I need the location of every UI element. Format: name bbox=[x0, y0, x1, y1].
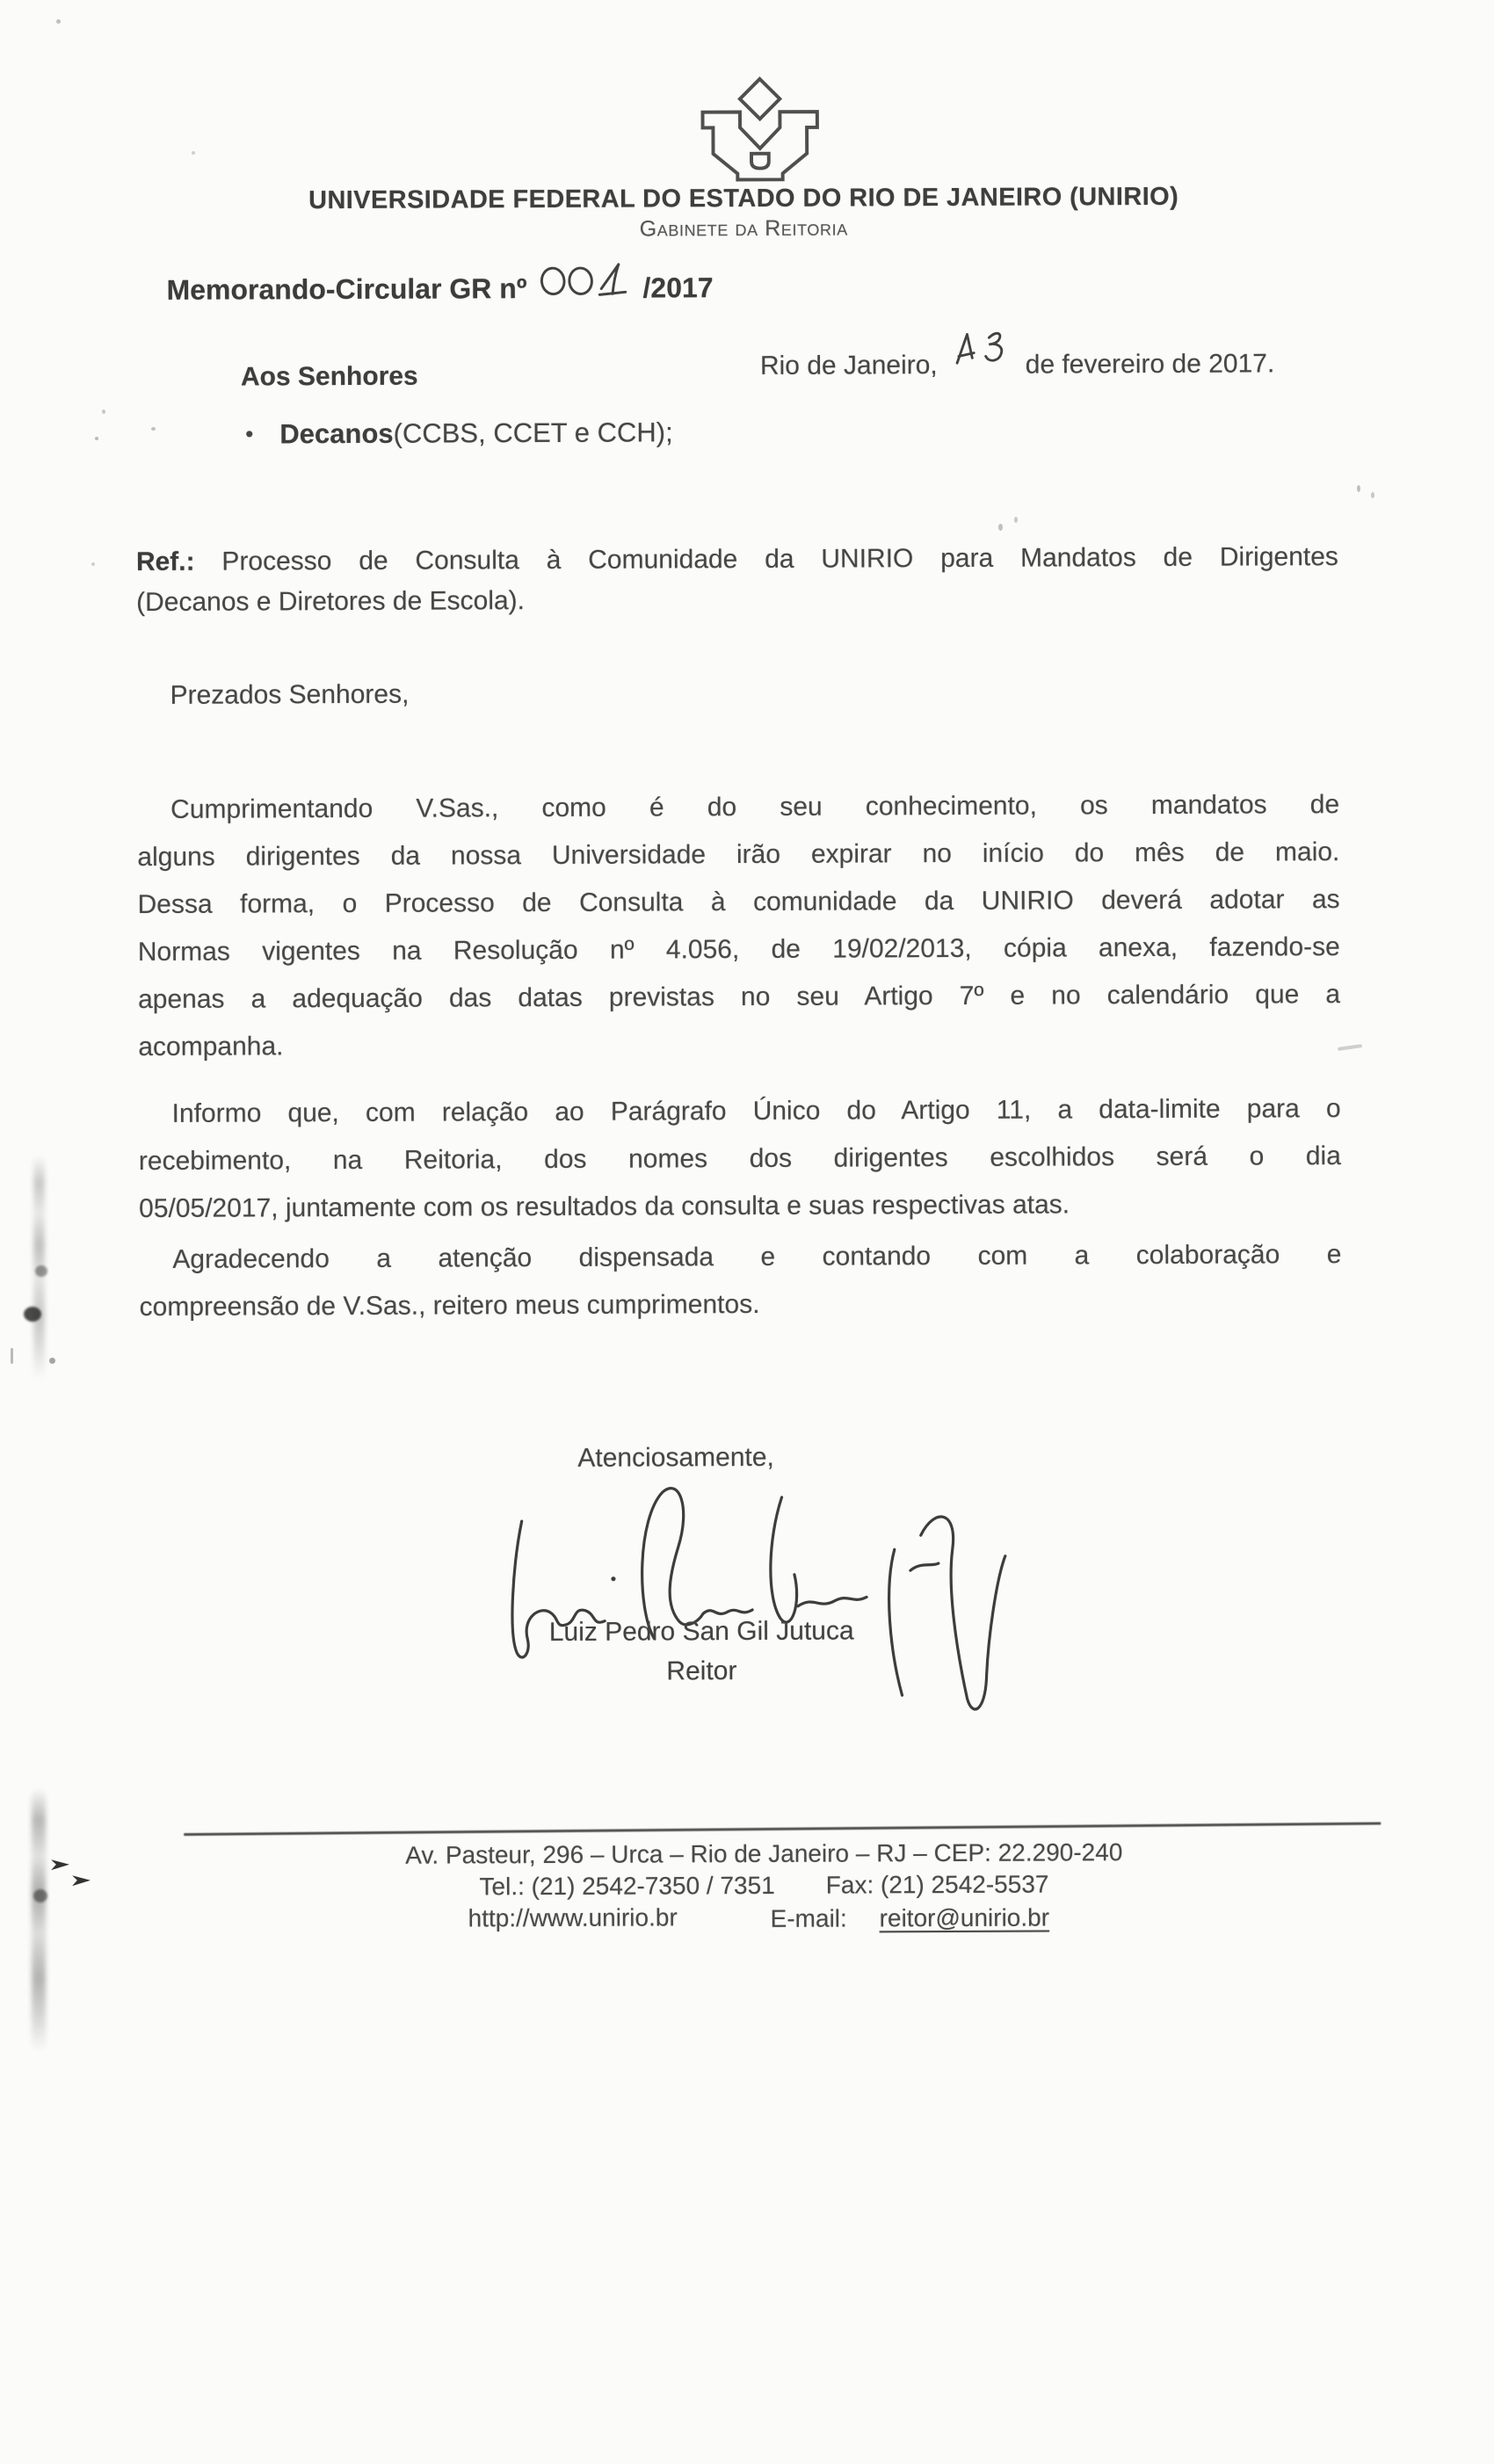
closing-salutation: Atenciosamente, bbox=[577, 1442, 774, 1473]
body-paragraph bbox=[139, 1231, 1341, 1331]
date-prefix: Rio de Janeiro, bbox=[759, 351, 938, 380]
scan-blob-artifact bbox=[33, 1889, 47, 1902]
scan-blob-artifact bbox=[24, 1307, 41, 1322]
recipients-heading: Aos Senhores bbox=[240, 361, 418, 392]
reference-text: Processo de Consulta à Comunidade da UNIRIO para Mandatos de Dirigentes bbox=[194, 542, 1338, 576]
footer-address: Av. Pasteur, 296 – Urca – Rio de Janeiro – RJ – CEP: 22.290-240 bbox=[405, 1838, 1123, 1869]
footer-email: reitor@unirio.br bbox=[879, 1903, 1050, 1932]
scan-streak-artifact bbox=[32, 1788, 46, 2052]
body-line: alguns dirigentes da nossa Universidade irão expirar no início do mês de maio. bbox=[137, 837, 1340, 873]
body-paragraph bbox=[139, 1085, 1342, 1233]
recipient-name: Decanos bbox=[279, 417, 394, 450]
footer-fax: Fax: (21) 2542-5537 bbox=[825, 1870, 1049, 1899]
date-suffix: de fevereiro de 2017. bbox=[1025, 349, 1275, 380]
scan-speck bbox=[1357, 485, 1360, 492]
scan-blob-artifact bbox=[35, 1265, 47, 1277]
scan-speck bbox=[102, 409, 105, 414]
footer-website: http://www.unirio.br bbox=[468, 1903, 678, 1932]
bullet-icon: • bbox=[245, 420, 254, 447]
handwritten-day bbox=[950, 328, 1012, 375]
footer-divider bbox=[184, 1823, 1381, 1837]
body-line: acompanha. bbox=[138, 1032, 284, 1062]
scan-speck bbox=[56, 19, 61, 24]
body-line: 05/05/2017, juntamente com os resultados da consulta e suas respectivas atas. bbox=[139, 1190, 1070, 1224]
scan-speck bbox=[11, 1348, 13, 1364]
body-line: compreensão de V.Sas., reitero meus cumprimentos. bbox=[139, 1289, 760, 1323]
reference-line: (Decanos e Diretores de Escola). bbox=[136, 586, 526, 618]
scan-speck bbox=[91, 562, 95, 566]
body-line: Cumprimentando V.Sas., como é do seu conhecimento, os mandatos de bbox=[170, 790, 1340, 824]
footer-tel: Tel.: (21) 2542-7350 / 7351 bbox=[479, 1871, 775, 1901]
date-line bbox=[760, 326, 1275, 381]
body-line: Agradecendo a atenção dispensada e contando com a colaboração e bbox=[172, 1240, 1342, 1274]
scan-speck bbox=[151, 427, 156, 431]
body-line: Normas vigentes na Resolução nº 4.056, de 19/02/2013, cópia anexa, fazendo-se bbox=[137, 932, 1340, 967]
memo-number-line bbox=[166, 257, 713, 307]
handwritten-memo-number bbox=[539, 257, 634, 307]
signer-block bbox=[490, 1611, 912, 1692]
signer-name: Luiz Pedro San Gil Jutuca bbox=[548, 1616, 854, 1647]
scan-speck bbox=[1014, 517, 1018, 523]
footer-phones bbox=[149, 1869, 1379, 1902]
scan-speck bbox=[49, 1358, 55, 1364]
footer-email-label: E-mail: bbox=[770, 1904, 847, 1932]
scan-speck bbox=[1371, 492, 1374, 498]
salutation: Prezados Senhores, bbox=[170, 679, 410, 710]
scan-speck bbox=[192, 151, 195, 155]
body-line: recebimento, na Reitoria, dos nomes dos dirigentes escolhidos será o dia bbox=[138, 1141, 1341, 1177]
body-line: Informo que, com relação ao Parágrafo Único do Artigo 11, a data-limite para o bbox=[171, 1094, 1341, 1128]
recipient-detail: (CCBS, CCET e CCH); bbox=[393, 417, 673, 449]
body-paragraph bbox=[137, 781, 1340, 1071]
department-name: Gabinete da Reitoria bbox=[639, 215, 848, 242]
institution-name: UNIVERSIDADE FEDERAL DO ESTADO DO RIO DE JANEIRO (UNIRIO) bbox=[308, 182, 1179, 215]
reference-label: Ref.: bbox=[135, 547, 195, 577]
body-line: apenas a adequação das datas previstas no seu Artigo 7º e no calendário que a bbox=[137, 980, 1341, 1015]
body-line: Dessa forma, o Processo de Consulta à comunidade da UNIRIO deverá adotar as bbox=[137, 885, 1340, 920]
memo-year: /2017 bbox=[642, 272, 714, 304]
reference-line bbox=[136, 537, 1338, 583]
reference-block bbox=[136, 537, 1338, 623]
memo-label: Memorando-Circular GR nº bbox=[166, 272, 527, 306]
signer-title: Reitor bbox=[666, 1656, 737, 1686]
scan-speck bbox=[998, 524, 1003, 531]
scan-speck bbox=[95, 437, 98, 440]
recipient-item bbox=[245, 417, 673, 450]
